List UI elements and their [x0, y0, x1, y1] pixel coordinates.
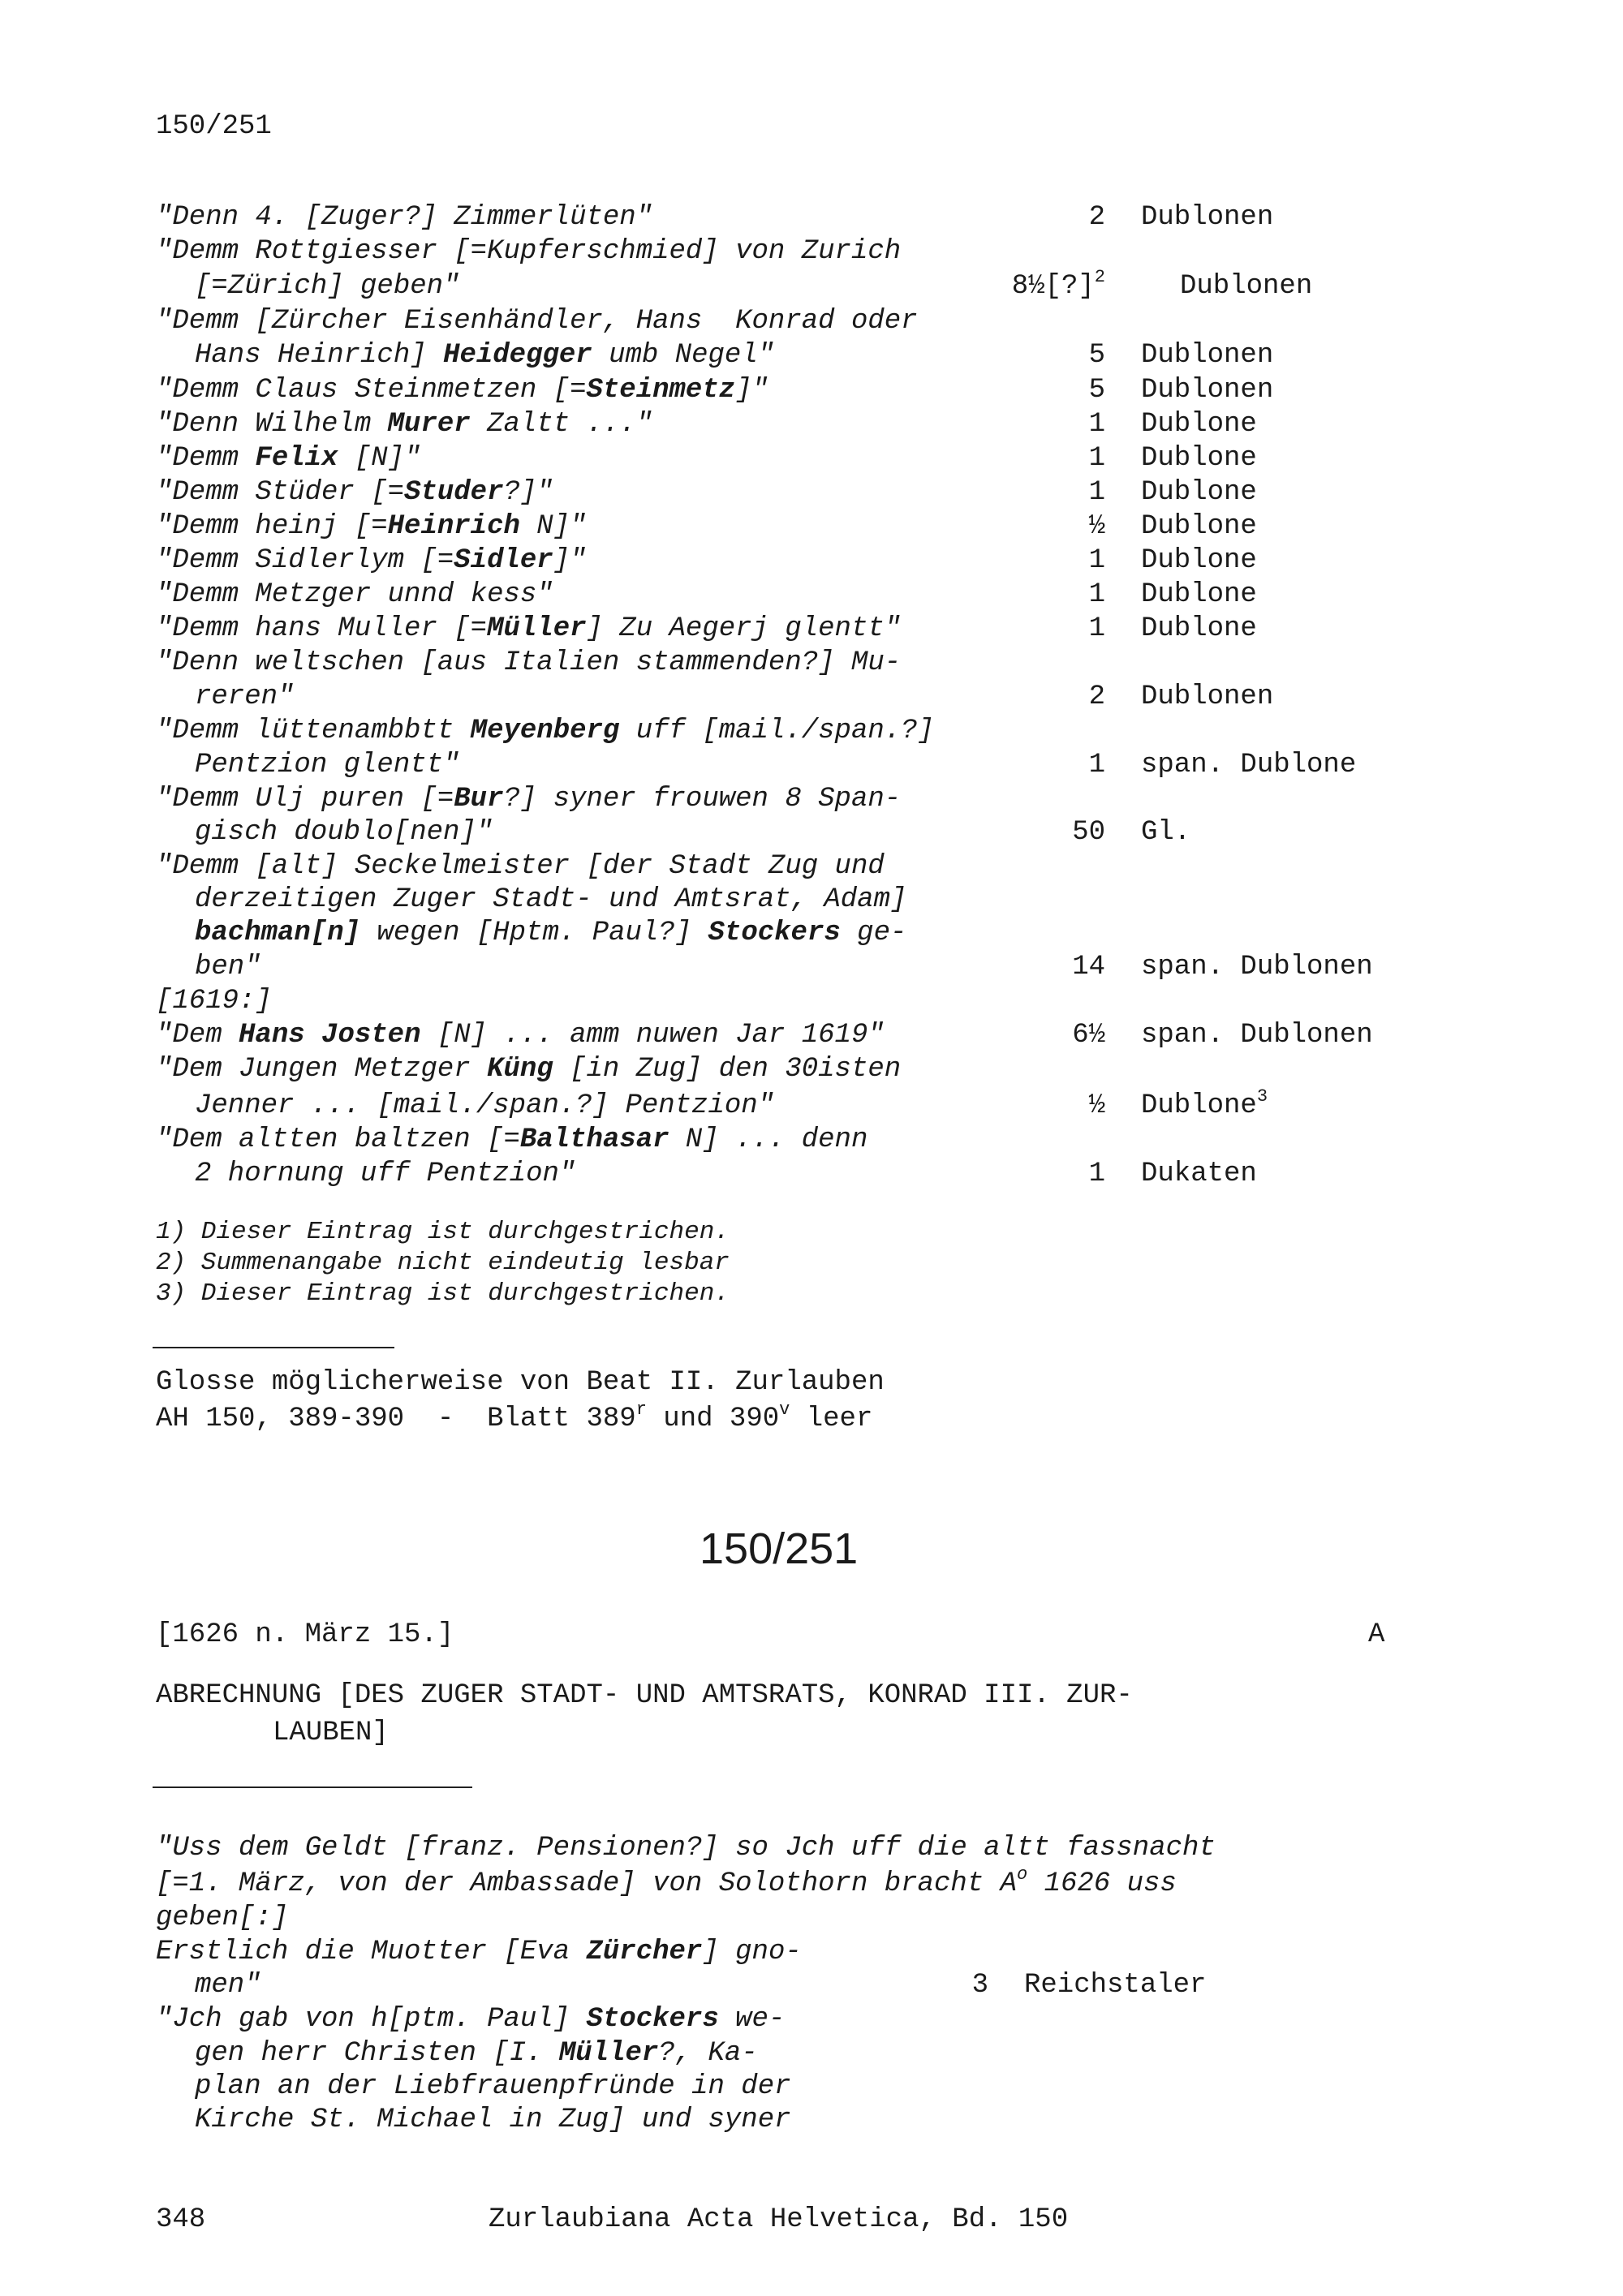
name-highlight: Hans Josten	[239, 1020, 421, 1051]
entry-segment: "Demm lüttenambbtt	[156, 716, 471, 746]
entry-text	[156, 613, 901, 646]
currency-unit: Dublonen	[1141, 681, 1274, 712]
name-highlight: Meyenberg	[470, 716, 620, 746]
entry-text	[195, 951, 261, 984]
document-title: 150/251	[700, 1524, 859, 1573]
currency-unit: Dublone	[1141, 511, 1257, 542]
name-highlight: Küng	[487, 1054, 553, 1085]
superscript: o	[1016, 1864, 1028, 1885]
entry-segment: "Denn 4. [Zuger?] Zimmerlüten"	[156, 202, 653, 233]
document-marker: A	[1368, 1619, 1385, 1650]
currency-unit: Dublone	[1141, 545, 1257, 576]
document-date: [1626 n. März 15.]	[156, 1619, 454, 1650]
entry-segment: umb Negel"	[592, 340, 775, 371]
entry-segment: [=Zürich] geben"	[195, 271, 460, 302]
currency-unit: Dublonen	[1141, 340, 1274, 371]
name-highlight: Felix	[255, 443, 338, 474]
entry-text	[156, 305, 918, 338]
name-highlight: Studer	[404, 477, 504, 508]
gloss-line-2: AH 150, 389-390 - Blatt 389$^r$ und 390$^v$ leer	[156, 1400, 873, 1434]
entry-segment: ge-	[840, 918, 907, 948]
amount: ½	[1088, 1090, 1105, 1121]
footnote-2: 2) Summenangabe nicht eindeutig lesbar	[156, 1249, 730, 1277]
name-highlight: Steinmetz	[586, 375, 736, 406]
currency-unit: Dublone	[1141, 579, 1257, 610]
entry-segment: "Demm [alt] Seckelmeister [der Stadt Zug und	[156, 851, 885, 882]
amount: 1	[1088, 579, 1105, 610]
amount: 1	[1088, 409, 1105, 440]
entry-segment: plan an der Liebfrauenpfründe in der	[195, 2071, 791, 2102]
entry-segment: "Jch gab von h[ptm. Paul]	[156, 2004, 587, 2035]
entry-text	[195, 2037, 758, 2070]
entry-segment: gisch doublo[nen]"	[195, 817, 493, 848]
entry-segment: ?]"	[503, 477, 553, 508]
entry-segment: "Dem Jungen Metzger	[156, 1054, 488, 1085]
heading-divider	[153, 1786, 472, 1788]
entry-segment: "Uss dem Geldt [franz. Pensionen?] so Jch uff die altt fassnacht	[156, 1833, 1216, 1864]
amount: 1	[1088, 545, 1105, 576]
amount: 2	[1088, 681, 1105, 712]
entry-text	[156, 1053, 901, 1086]
amount: 1	[1088, 443, 1105, 474]
entry-segment: ] gno-	[702, 1937, 802, 1967]
entry-text	[156, 1902, 288, 1935]
name-highlight: Heidegger	[443, 340, 592, 371]
entry-segment: Zaltt ..."	[470, 409, 653, 440]
entry-text	[195, 816, 493, 849]
amount: 6½	[1072, 1020, 1105, 1051]
amount: 1	[1088, 750, 1105, 780]
entry-text	[156, 476, 553, 510]
entry-text	[156, 235, 901, 269]
entry-segment: geben[:]	[156, 1903, 289, 1933]
entry-segment: N]"	[519, 511, 587, 542]
entry-text	[195, 270, 459, 303]
currency-unit: Gl.	[1141, 817, 1191, 848]
entry-segment: [1619:]	[156, 986, 272, 1017]
entry-segment: Pentzion glentt"	[195, 750, 460, 780]
amount: 8½[?]$^2$	[1011, 267, 1105, 302]
entry-segment: Hans Heinrich]	[195, 340, 444, 371]
name-highlight: Sidler	[454, 545, 553, 576]
entry-segment: "Demm Sidlerlym [=	[156, 545, 454, 576]
entry-segment: ben"	[195, 952, 261, 982]
entry-segment: Jenner ... [mail./span.?] Pentzion"	[195, 1090, 775, 1121]
amount: ½	[1088, 511, 1105, 542]
currency-unit: Dublone	[1141, 409, 1257, 440]
entry-segment: "Demm [Zürcher Eisenhändler, Hans Konrad oder	[156, 306, 918, 337]
entry-segment: [=1. März, von der Ambassade] von Solothorn bracht A	[156, 1868, 1017, 1899]
entry-segment: wegen [Hptm. Paul?]	[360, 918, 708, 948]
entry-text	[195, 339, 774, 372]
entry-segment: [N]"	[338, 443, 421, 474]
name-highlight: Balthasar	[519, 1124, 669, 1155]
amount: 1	[1088, 613, 1105, 644]
entry-segment: "Demm Stüder [=	[156, 477, 405, 508]
entry-segment: 1626 uss	[1027, 1868, 1177, 1899]
entry-segment: 2 hornung uff Pentzion"	[195, 1159, 576, 1189]
entry-segment: "Demm heinj [=	[156, 511, 388, 542]
entry-segment: "Demm Metzger unnd kess"	[156, 579, 553, 610]
entry-text	[156, 715, 934, 748]
currency-unit: Dukaten	[1141, 1159, 1257, 1189]
currency-unit: Dublone$^3$	[1141, 1086, 1268, 1121]
entry-text	[195, 2070, 791, 2104]
amount: 50	[1072, 817, 1105, 848]
heading-line-2: LAUBEN]	[273, 1718, 389, 1748]
currency-unit: Dublone	[1141, 443, 1257, 474]
entry-segment: ]"	[735, 375, 768, 406]
entry-segment: men"	[195, 1970, 261, 2001]
amount: 3	[971, 1970, 988, 2001]
entry-text	[195, 749, 459, 782]
entry-segment: "Denn weltschen [aus Italien stammenden?] Mu-	[156, 647, 902, 678]
entry-segment: Kirche St. Michael in Zug] und syner	[195, 2105, 791, 2135]
entry-text	[195, 1090, 774, 1123]
divider	[153, 1347, 394, 1348]
heading-line-1: ABRECHNUNG [DES ZUGER STADT- UND AMTSRATS, KONRAD III. ZUR-	[156, 1680, 1133, 1711]
name-highlight: Bur	[454, 784, 504, 815]
entry-text	[156, 783, 901, 816]
currency-unit: Dublonen	[1141, 375, 1274, 406]
entry-segment: "Dem altten baltzen [=	[156, 1124, 520, 1155]
running-head: 150/251	[156, 111, 272, 142]
amount: 14	[1072, 952, 1105, 982]
entry-text	[156, 1864, 1177, 1901]
entry-text	[156, 1124, 867, 1157]
entry-segment: N] ... denn	[669, 1124, 868, 1155]
amount: 1	[1088, 1159, 1105, 1189]
entry-segment: reren"	[195, 681, 295, 712]
entry-text	[156, 544, 587, 578]
amount: 5	[1088, 340, 1105, 371]
entry-text	[195, 884, 906, 917]
name-highlight: Stockers	[708, 918, 841, 948]
name-highlight: Murer	[387, 409, 471, 440]
entry-text	[156, 850, 885, 884]
entry-text	[156, 578, 553, 612]
entry-text	[156, 442, 420, 475]
currency-unit: Dublone	[1141, 477, 1257, 508]
currency-unit: Dublone	[1141, 613, 1257, 644]
entry-text	[195, 2104, 791, 2137]
entry-segment: "Dem	[156, 1020, 239, 1051]
gloss-line-1: Glosse möglicherweise von Beat II. Zurlauben	[156, 1367, 885, 1398]
name-highlight: Stockers	[586, 2004, 719, 2035]
entry-segment: "Demm Ulj puren [=	[156, 784, 454, 815]
amount: 5	[1088, 375, 1105, 406]
entry-segment: ?] syner frouwen 8 Span-	[503, 784, 902, 815]
footer-page-number: 348	[156, 2204, 206, 2235]
entry-segment: gen herr Christen [I.	[195, 2038, 559, 2069]
footnote-1: 1) Dieser Eintrag ist durchgestrichen.	[156, 1218, 730, 1246]
entry-text	[156, 1936, 802, 1969]
entry-text	[156, 985, 272, 1018]
entry-segment: ]"	[553, 545, 587, 576]
currency-unit: span. Dublonen	[1141, 952, 1373, 982]
entry-segment: we-	[718, 2004, 786, 2035]
entry-segment: "Demm	[156, 443, 256, 474]
entry-text	[156, 647, 901, 680]
amount: 1	[1088, 477, 1105, 508]
entry-segment: derzeitigen Zuger Stadt- und Amtsrat, Adam]	[195, 884, 907, 915]
entry-text	[195, 1158, 575, 1191]
currency-unit: span. Dublonen	[1141, 1020, 1373, 1051]
entry-text	[156, 201, 652, 234]
amount: 2	[1088, 202, 1105, 233]
entry-text	[156, 510, 587, 544]
entry-text	[156, 1832, 1216, 1865]
entry-text	[195, 681, 294, 714]
entry-segment: "Denn Wilhelm	[156, 409, 388, 440]
currency-unit: Reichstaler	[1024, 1970, 1207, 2001]
entry-segment: ] Zu Aegerj glentt"	[586, 613, 902, 644]
name-highlight: bachman[n]	[195, 918, 361, 948]
entry-segment: "Demm Claus Steinmetzen [=	[156, 375, 587, 406]
footnote-3: 3) Dieser Eintrag ist durchgestrichen.	[156, 1279, 730, 1308]
entry-text	[156, 2003, 785, 2036]
entry-text	[195, 1969, 261, 2002]
entry-text	[195, 917, 906, 950]
entry-segment: [N] ... amm nuwen Jar 1619"	[420, 1020, 885, 1051]
entry-segment: uff [mail./span.?]	[619, 716, 934, 746]
currency-unit: Dublonen	[1141, 202, 1274, 233]
entry-segment: [in Zug] den 30isten	[553, 1054, 902, 1085]
entry-segment: ?, Ka-	[658, 2038, 758, 2069]
entry-text	[156, 374, 768, 407]
entry-segment: "Demm hans Muller [=	[156, 613, 488, 644]
entry-segment: "Demm Rottgiesser [=Kupferschmied] von Zurich	[156, 236, 902, 267]
entry-segment: Erstlich die Muotter [Eva	[156, 1937, 587, 1967]
entry-text	[156, 408, 652, 441]
name-highlight: Heinrich	[387, 511, 520, 542]
entry-text	[156, 1019, 885, 1052]
currency-unit: Dublonen	[1180, 271, 1313, 302]
currency-unit: span. Dublone	[1141, 750, 1357, 780]
name-highlight: Müller	[487, 613, 587, 644]
name-highlight: Zürcher	[586, 1937, 703, 1967]
footer-title: Zurlaubiana Acta Helvetica, Bd. 150	[489, 2204, 1069, 2235]
name-highlight: Müller	[558, 2038, 659, 2069]
